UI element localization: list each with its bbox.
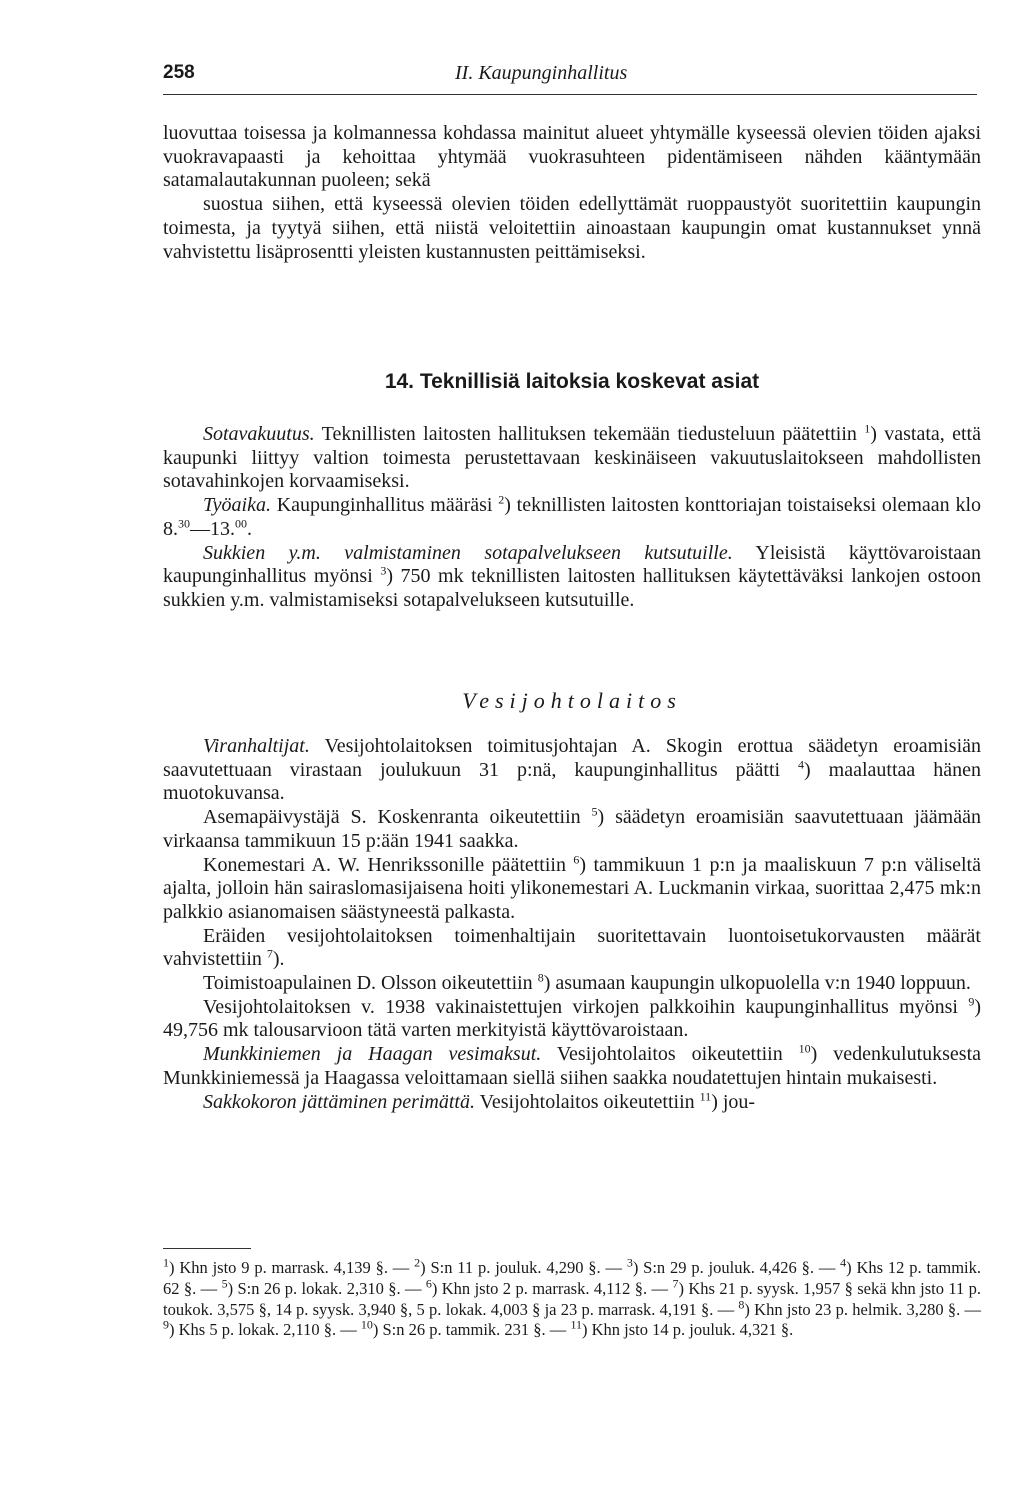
footnote-6 xyxy=(425,1276,673,1298)
paragraph-konemestari xyxy=(163,851,981,925)
paragraph-viranhaltijat xyxy=(163,735,981,806)
footnote-3 xyxy=(626,1255,841,1277)
paragraph-title: Sotavakuutus. xyxy=(203,423,315,445)
paragraph-sakkokoron xyxy=(163,1088,981,1115)
header-rule xyxy=(163,94,977,95)
running-title: II. Kaupunginhallitus xyxy=(455,62,628,84)
paragraph-text: ) vedenkulutuksesta Munkkiniemessä ja Haagassa veloittamaan siellä siihen saakka noudatettujen hintain mukaisesti. xyxy=(163,1043,982,1089)
footnote-number: 7 xyxy=(672,1276,679,1291)
paragraph-text: —13. xyxy=(190,517,235,540)
footnote-text: ) Khn jsto 14 p. jouluk. 4,321 §. xyxy=(582,1320,794,1340)
footnote-text: ) Khs 5 p. lokak. 2,110 §. — xyxy=(169,1320,361,1340)
paragraph-title: Viranhaltijat. xyxy=(203,735,310,757)
footnote-9 xyxy=(163,1317,361,1340)
paragraph-text: ) säädetyn eroamisiän saavutettuaan jäämään virkaansa tammikuun 15 p:ään 1941 saakka. xyxy=(163,806,981,852)
footnote-number: 11 xyxy=(570,1317,582,1332)
intro-paragraph-2: suostua siihen, että kyseessä olevien töiden edellyttämät ruoppaustyöt suoritettiin kaupungin toimesta, ja tyytyä siihen, että niistä veloitettiin ainoastaan kaupungin omat kustannukset ynnä vahvistettu lisäprosentti yleisten kustannusten peittämiseksi. xyxy=(163,193,981,263)
footnote-number: 1 xyxy=(163,1255,169,1270)
paragraph-toimistoapulainen xyxy=(163,972,981,996)
paragraph-text: Eräiden vesijohtolaitoksen toimenhaltijain suoritettavain luontoisetukorvausten määrät vahvistettiin xyxy=(163,924,981,971)
paragraph-text: ) 750 mk teknillisten laitosten hallituksen käytettäväksi lankojen ostoon sukkien y.m. valmistamiseksi sotapalvelukseen kutsutuille. xyxy=(163,565,981,611)
paragraph-text: ) 49,756 mk talousarvioon tätä varten merkityistä käyttövaroistaan. xyxy=(163,995,981,1042)
footnotes xyxy=(163,1255,981,1341)
paragraph-text: ) vastata, että kaupunki liittyy valtion toimesta perustettavaan keskinäiseen vakuutuslaitokseen mahdollisten sotavahinkojen korvaamiseksi. xyxy=(163,423,981,493)
footnote-ref: 3 xyxy=(380,563,387,578)
paragraph-text: Kaupunginhallitus määräsi xyxy=(270,494,499,517)
paragraph-munkkiniemen xyxy=(163,1043,981,1090)
footnote-ref: 9 xyxy=(968,994,975,1009)
paragraph-text: ) asumaan kaupungin ulkopuolella v:n 1940 loppuun. xyxy=(543,972,971,995)
paragraph-text: Teknillisten laitosten hallituksen tekemään tiedusteluun päätettiin xyxy=(314,423,865,445)
footnote-number: 10 xyxy=(360,1317,373,1332)
section-heading-14: 14. Teknillisiä laitoksia koskevat asiat xyxy=(384,370,760,393)
running-head xyxy=(163,62,981,92)
paragraph-text: Vesijohtolaitos oikeutettiin xyxy=(475,1090,700,1113)
paragraph-title: Työaika. xyxy=(203,494,271,517)
paragraph-text: ) tammikuun 1 p:n ja maaliskuun 7 p:n väliseltä ajalta, jolloin hän sairaslomasijaisena hoiti ylikonemestari A. Luckmanin virkaa, suorittaa 2,475 mk:n palkkio asianomaisen säästyneestä palkasta. xyxy=(163,853,981,923)
footnote-number: 8 xyxy=(738,1297,745,1312)
footnote-text: ) Khn jsto 2 p. marrask. 4,112 §. — xyxy=(431,1278,673,1298)
footnote-ref: 2 xyxy=(498,492,505,507)
footnote-ref: 1 xyxy=(864,421,871,436)
paragraph-text: ) teknillisten laitosten konttoriajan toistaiseksi olemaan klo 8. xyxy=(163,494,981,540)
footnote-2 xyxy=(414,1255,627,1277)
footnote-text: ) Khn jsto 23 p. helmik. 3,280 §. — xyxy=(744,1299,981,1319)
paragraph-eraiden xyxy=(163,925,981,972)
footnote-11 xyxy=(570,1317,794,1340)
section-14-text xyxy=(163,423,981,613)
intro-paragraph-1: luovuttaa toisessa ja kolmannessa kohdassa mainitut alueet yhtymälle kyseessä olevien töiden ajaksi vuokravapaasti ja kehoittaa yhtymää vuokrasuhteen pidentämiseen nähden kääntymään satamalautakunnan puoleen; sekä xyxy=(163,122,981,192)
paragraph-text: Yleisistä käyttövaroistaan kaupunginhallitus myönsi xyxy=(163,541,981,588)
paragraph-text: ). xyxy=(272,948,285,971)
footnote-ref: 5 xyxy=(591,804,598,819)
footnote-number: 3 xyxy=(626,1255,633,1270)
paragraph-text: Vesijohtolaitoksen toimitusjohtajan A. Skogin erottua säädetyn eroamisiän saavutettuaan virastaan joulukuun 31 p:nä, kaupunginhallitus päätti xyxy=(163,735,981,781)
footnote-ref: 7 xyxy=(266,946,273,961)
paragraph-title: Sukkien y.m. valmistaminen sotapalvelukseen kutsutuille. xyxy=(203,541,733,564)
footnote-text: ) S:n 26 p. tammik. 231 §. — xyxy=(372,1320,571,1340)
footnote-number: 6 xyxy=(425,1276,432,1291)
intro-text xyxy=(163,122,981,264)
paragraph-sotavakuutus xyxy=(163,423,981,494)
footnote-text: ) Khs 21 p. syysk. 1,957 § sekä khn jsto 11 p. toukok. 3,575 §, 14 p. syysk. 3,940 §, 5 p. lokak. 4,003 § ja 23 p. marrask. 4,191 §. — xyxy=(163,1278,981,1319)
footnote-text: ) Khn jsto 9 p. marrask. 4,139 §. — xyxy=(169,1258,415,1277)
footnote-5 xyxy=(221,1276,426,1298)
vesijohtolaitos-text xyxy=(163,735,981,1114)
footnote-ref: 6 xyxy=(573,851,580,866)
paragraph-text: . xyxy=(247,517,252,540)
paragraph-text: Asemapäivystäjä S. Koskenranta oikeutettiin xyxy=(203,806,592,829)
footnote-text: ) S:n 29 p. jouluk. 4,426 §. — xyxy=(632,1258,841,1277)
footnote-ref: 11 xyxy=(699,1088,712,1103)
footnote-10 xyxy=(360,1317,571,1340)
footnote-text: ) Khs 12 p. tammik. 62 §. — xyxy=(163,1258,981,1298)
footnote-number: 9 xyxy=(163,1317,169,1332)
page-number: 258 xyxy=(163,62,195,83)
paragraph-tyoaika xyxy=(163,494,981,541)
paragraph-text: Vesijohtolaitoksen v. 1938 vakinaistettujen virkojen palkkoihin kaupunginhallitus myönsi xyxy=(203,995,969,1018)
footnote-text: ) S:n 11 p. jouluk. 4,290 §. — xyxy=(420,1258,627,1277)
paragraph-title: Munkkiniemen ja Haagan vesimaksut. xyxy=(203,1043,542,1066)
paragraph-title: Sakkokoron jättäminen perimättä. xyxy=(203,1090,475,1113)
footnote-ref: 8 xyxy=(537,970,544,985)
footnote-8 xyxy=(738,1297,981,1319)
time-superscript: 30 xyxy=(178,516,190,531)
subsection-heading-vesijohtolaitos: Vesijohtolaitos xyxy=(462,688,682,713)
footnote-1 xyxy=(163,1255,415,1277)
footnote-number: 5 xyxy=(221,1276,228,1291)
footnote-rule xyxy=(163,1248,251,1249)
paragraph-asemapaivystaja xyxy=(163,806,981,853)
footnote-text: ) S:n 26 p. lokak. 2,310 §. — xyxy=(227,1278,426,1298)
footnote-ref: 10 xyxy=(798,1041,811,1056)
footnote-number: 2 xyxy=(414,1255,421,1270)
paragraph-text: Vesijohtolaitos oikeutettiin xyxy=(541,1043,799,1066)
paragraph-text: Konemestari A. W. Henrikssonille päätettiin xyxy=(203,853,574,876)
paragraph-text: ) jou- xyxy=(711,1090,756,1113)
time-superscript: 00 xyxy=(235,516,247,531)
paragraph-vakinaistettujen xyxy=(163,996,981,1043)
paragraph-sukkien xyxy=(163,542,981,613)
paragraph-text: Toimistoapulainen D. Olsson oikeutettiin xyxy=(203,972,538,995)
footnote-ref: 4 xyxy=(798,757,805,772)
footnote-number: 4 xyxy=(840,1255,847,1270)
paragraph-text: ) maalauttaa hänen muotokuvansa. xyxy=(163,758,981,805)
